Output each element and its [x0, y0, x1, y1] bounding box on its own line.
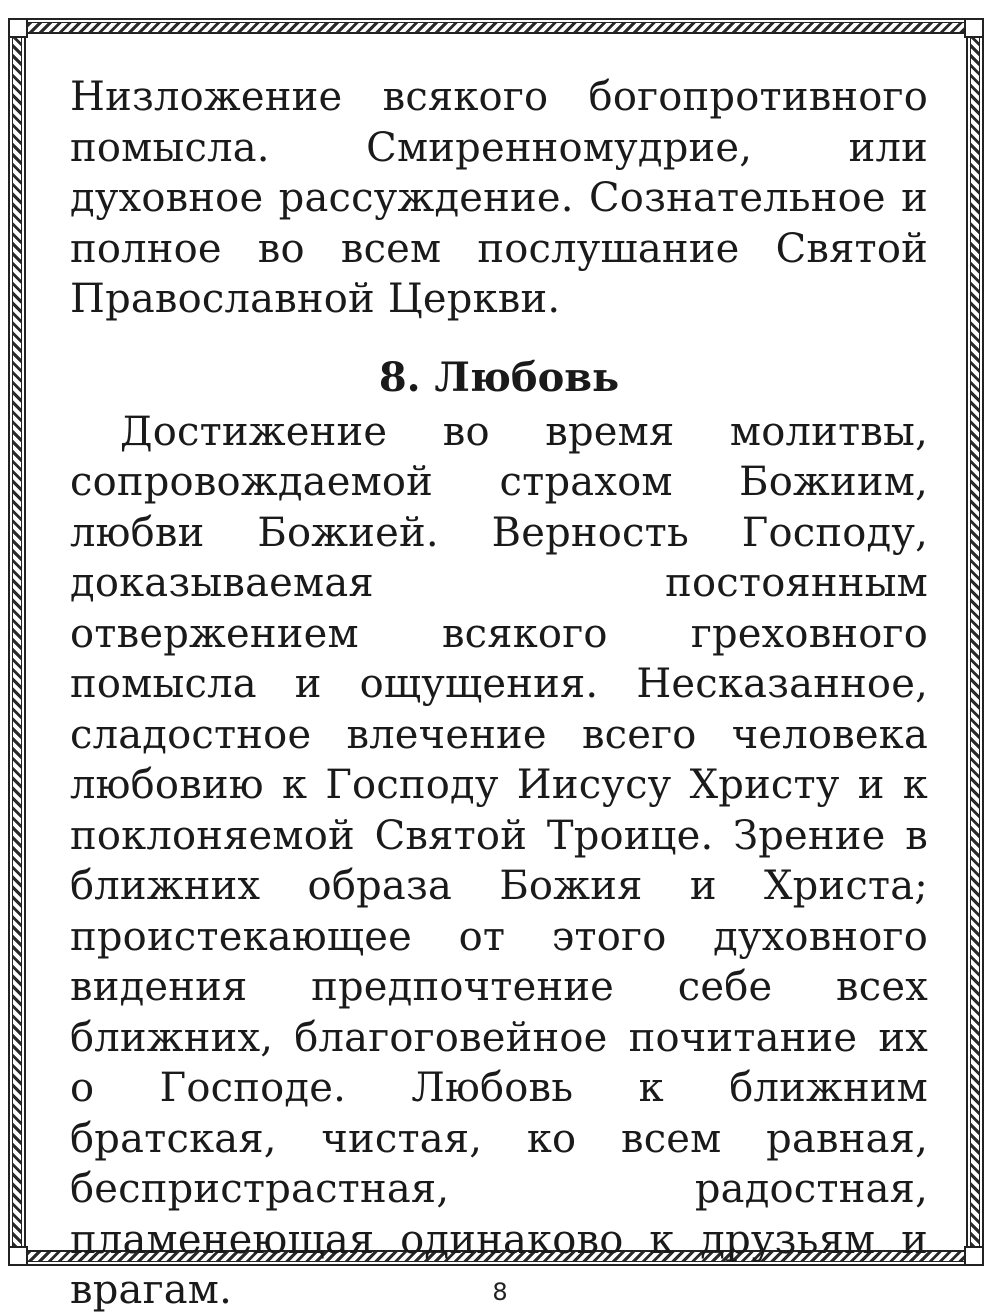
- paragraph-love: Достижение во время молитвы, сопровождаемой страхом Божиим, любви Божией. Верность Господу, доказываемая постоянным отвержением всякого греховного помысла и ощущения. Несказанное, сладостное влечение всего человека любовию к Господу Иисусу Христу и к поклоняемой Святой Троице. Зрение в ближних образа Божия и Христа; проистекающее от этого духовного видения предпочтение себе всех ближних, благоговейное почитание их о Господе. Любовь к ближним братская, чистая, ко всем равная, беспристрастная, радостная, пламенеющая одинаково к друзьям и врагам.: [70, 408, 928, 1313]
- frame-ornament-left: [12, 38, 22, 1246]
- section-heading: 8. Любовь: [378, 353, 620, 401]
- page-body: [70, 72, 928, 1316]
- frame-corner-bottom-left: [8, 1246, 28, 1266]
- frame-corner-top-right: [964, 18, 984, 38]
- frame-corner-bottom-right: [964, 1246, 984, 1266]
- frame-ornament-right: [970, 38, 980, 1246]
- frame-corner-top-left: [8, 18, 28, 38]
- paragraph-continuation: Низложение всякого богопротивного помысла. Смиренномудрие, или духовное рассуждение. Сознательное и полное во всем послушание Святой Православной Церкви.: [70, 74, 928, 322]
- page-number: 8: [492, 1278, 508, 1306]
